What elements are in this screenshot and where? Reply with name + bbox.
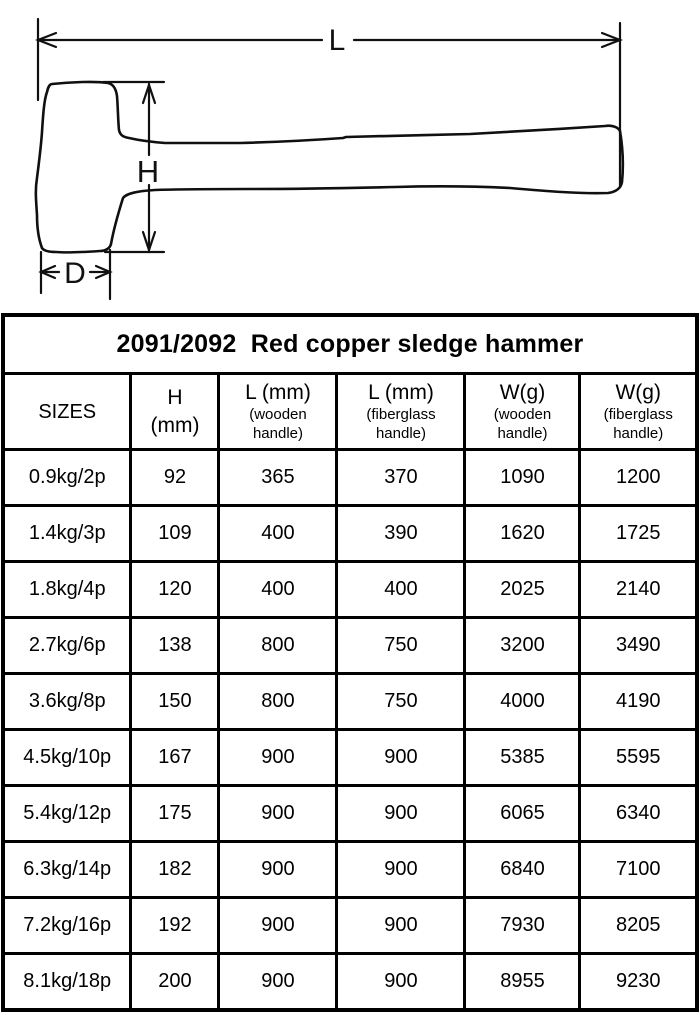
dim-label-length: L [328, 24, 346, 57]
table-title-row [3, 315, 697, 374]
w-fiberglass-cell: 9230 [580, 954, 697, 1011]
table-row [3, 730, 697, 786]
h-cell: 150 [131, 674, 219, 730]
l-wooden-cell: 400 [219, 506, 337, 562]
col-header-sizes [3, 374, 131, 450]
header-sub-label: handle) [252, 425, 303, 443]
h-cell: 92 [131, 450, 219, 506]
header-sub-label: handle) [375, 425, 426, 443]
table-row [3, 786, 697, 842]
w-fiberglass-cell: 4190 [580, 674, 697, 730]
l-fiberglass-cell: 370 [337, 450, 465, 506]
w-wooden-cell: 6065 [465, 786, 580, 842]
l-fiberglass-cell: 900 [337, 842, 465, 898]
w-wooden-cell: 7930 [465, 898, 580, 954]
w-wooden-cell: 1090 [465, 450, 580, 506]
table-row [3, 618, 697, 674]
w-wooden-cell: 2025 [465, 562, 580, 618]
l-fiberglass-cell: 750 [337, 674, 465, 730]
size-cell: 3.6kg/8p [3, 674, 131, 730]
w-wooden-cell: 6840 [465, 842, 580, 898]
l-wooden-cell: 365 [219, 450, 337, 506]
l-wooden-cell: 400 [219, 562, 337, 618]
header-sub-label: handle) [613, 425, 664, 443]
w-wooden-cell: 4000 [465, 674, 580, 730]
h-cell: 182 [131, 842, 219, 898]
l-fiberglass-cell: 900 [337, 954, 465, 1011]
hammer-diagram [0, 0, 700, 313]
l-wooden-cell: 900 [219, 786, 337, 842]
size-cell: 2.7kg/6p [3, 618, 131, 674]
w-fiberglass-cell: 1200 [580, 450, 697, 506]
hammer-outline [36, 82, 623, 253]
header-sub-label: (fiberglass [366, 406, 436, 424]
size-cell: 1.8kg/4p [3, 562, 131, 618]
size-cell: 7.2kg/16p [3, 898, 131, 954]
table-title: 2091/2092 Red copper sledge hammer [3, 315, 697, 374]
col-header-w-fiberglass [580, 374, 697, 450]
w-wooden-cell: 3200 [465, 618, 580, 674]
header-main-label: L (mm) [245, 381, 311, 405]
l-wooden-cell: 900 [219, 898, 337, 954]
l-fiberglass-cell: 900 [337, 786, 465, 842]
w-wooden-cell: 8955 [465, 954, 580, 1011]
size-cell: 1.4kg/3p [3, 506, 131, 562]
table-row [3, 842, 697, 898]
col-header-l-wooden [219, 374, 337, 450]
size-cell: 6.3kg/14p [3, 842, 131, 898]
w-fiberglass-cell: 6340 [580, 786, 697, 842]
h-cell: 192 [131, 898, 219, 954]
h-cell: 200 [131, 954, 219, 1011]
l-wooden-cell: 900 [219, 730, 337, 786]
col-header-w-wooden [465, 374, 580, 450]
w-fiberglass-cell: 5595 [580, 730, 697, 786]
table-row [3, 954, 697, 1011]
table-row [3, 450, 697, 506]
l-fiberglass-cell: 900 [337, 730, 465, 786]
l-fiberglass-cell: 900 [337, 898, 465, 954]
h-cell: 109 [131, 506, 219, 562]
h-cell: 167 [131, 730, 219, 786]
header-main-label: SIZES [38, 400, 97, 423]
l-fiberglass-cell: 400 [337, 562, 465, 618]
w-fiberglass-cell: 1725 [580, 506, 697, 562]
table-header-row [3, 374, 697, 450]
l-wooden-cell: 800 [219, 674, 337, 730]
size-cell: 8.1kg/18p [3, 954, 131, 1011]
header-sub-label: (fiberglass [603, 406, 673, 424]
spec-table [1, 313, 699, 1012]
table-row [3, 562, 697, 618]
table-row [3, 898, 697, 954]
w-fiberglass-cell: 2140 [580, 562, 697, 618]
header-unit-label: (mm) [150, 413, 200, 437]
l-fiberglass-cell: 390 [337, 506, 465, 562]
col-header-h-mm [131, 374, 219, 450]
table-row [3, 506, 697, 562]
h-cell: 138 [131, 618, 219, 674]
size-cell: 5.4kg/12p [3, 786, 131, 842]
l-wooden-cell: 900 [219, 842, 337, 898]
l-wooden-cell: 800 [219, 618, 337, 674]
size-cell: 4.5kg/10p [3, 730, 131, 786]
w-wooden-cell: 5385 [465, 730, 580, 786]
header-main-label: H [167, 386, 183, 410]
w-fiberglass-cell: 8205 [580, 898, 697, 954]
dim-label-height: H [136, 154, 160, 189]
h-cell: 120 [131, 562, 219, 618]
header-main-label: L (mm) [368, 381, 434, 405]
header-main-label: W(g) [499, 381, 546, 405]
l-fiberglass-cell: 750 [337, 618, 465, 674]
header-main-label: W(g) [615, 381, 661, 405]
header-sub-label: (wooden [493, 406, 552, 424]
col-header-l-fiberglass [337, 374, 465, 450]
dim-label-diameter: D [64, 257, 86, 290]
w-fiberglass-cell: 3490 [580, 618, 697, 674]
w-wooden-cell: 1620 [465, 506, 580, 562]
size-cell: 0.9kg/2p [3, 450, 131, 506]
header-sub-label: (wooden [249, 406, 307, 424]
table-row [3, 674, 697, 730]
header-sub-label: handle) [497, 425, 548, 443]
h-cell: 175 [131, 786, 219, 842]
l-wooden-cell: 900 [219, 954, 337, 1011]
w-fiberglass-cell: 7100 [580, 842, 697, 898]
